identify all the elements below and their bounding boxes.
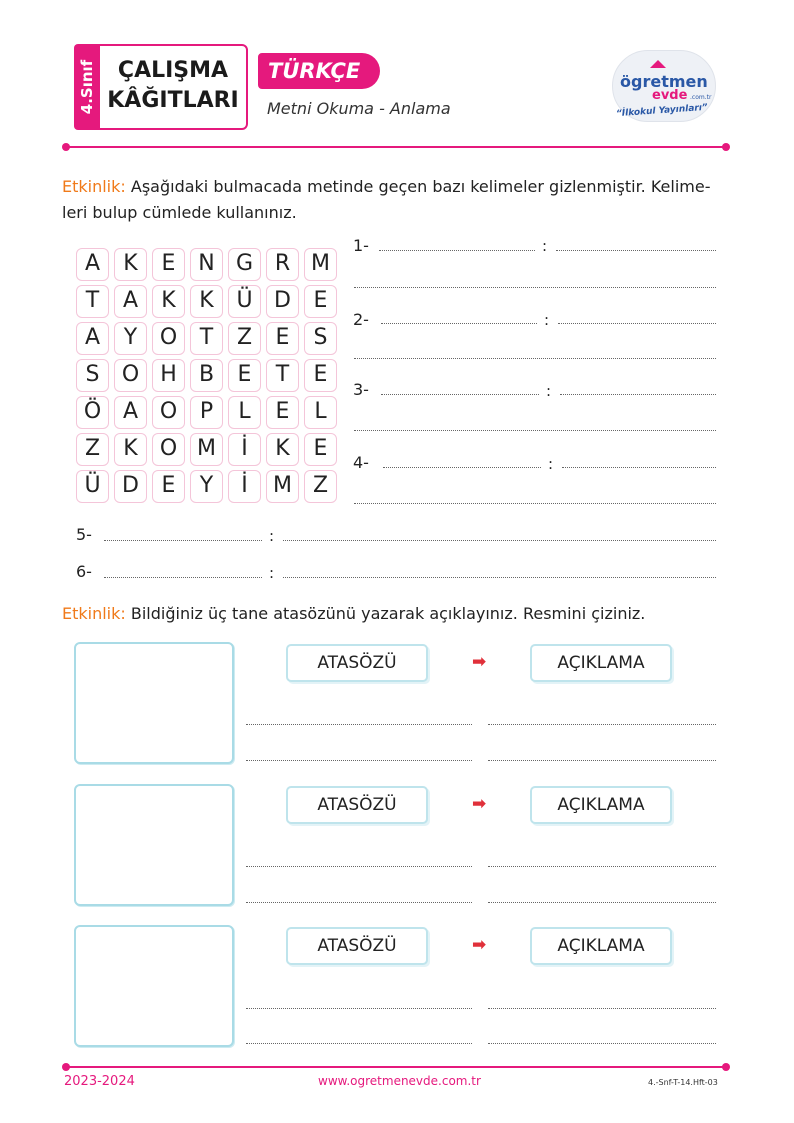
answer-1-sentence-line[interactable] <box>556 250 716 251</box>
answer-number-5: 5- <box>76 525 92 544</box>
answer-1-colon: : <box>542 237 548 255</box>
grade-label: 4.Sınıf <box>78 59 96 115</box>
explanation-1-line-1[interactable] <box>488 724 716 725</box>
grid-cell: Z <box>304 470 337 503</box>
grid-cell: T <box>266 359 299 392</box>
answer-1-word-line[interactable] <box>379 250 535 251</box>
answer-5-word-line[interactable] <box>104 540 262 541</box>
answer-3-sentence-line[interactable] <box>560 394 716 395</box>
answer-5-colon: : <box>269 527 275 545</box>
grid-cell: K <box>114 248 147 281</box>
answer-6-word-line[interactable] <box>104 577 262 578</box>
activity-1-text-line1: Aşağıdaki bulmacada metinde geçen bazı kelimeler gizlenmiştir. Kelime- <box>130 177 711 196</box>
answer-number-1: 1- <box>353 236 369 255</box>
grid-cell: Ö <box>76 396 109 429</box>
grid-cell: E <box>266 322 299 355</box>
grid-cell: K <box>266 433 299 466</box>
grid-cell: S <box>304 322 337 355</box>
arrow-right-icon: ➡ <box>472 935 487 955</box>
grid-cell: L <box>304 396 337 429</box>
grid-cell: O <box>152 322 185 355</box>
explanation-1-line-2[interactable] <box>488 760 716 761</box>
grid-cell: O <box>114 359 147 392</box>
grid-cell: M <box>266 470 299 503</box>
answer-3-sentence-line-2[interactable] <box>354 430 716 431</box>
grid-cell: E <box>304 285 337 318</box>
answer-number-2: 2- <box>353 310 369 329</box>
activity-1-label: Etkinlik: <box>62 177 126 196</box>
activity-2-label: Etkinlik: <box>62 604 126 623</box>
proverb-1-line-2[interactable] <box>246 760 472 761</box>
answer-4-sentence-line[interactable] <box>562 467 716 468</box>
answer-6-sentence-line[interactable] <box>283 577 716 578</box>
grid-cell: E <box>304 433 337 466</box>
answer-4-sentence-line-2[interactable] <box>354 503 716 504</box>
explanation-2-line-2[interactable] <box>488 902 716 903</box>
logo-domain: .com.tr <box>690 94 712 101</box>
publisher-logo <box>606 44 722 130</box>
footer-code: 4.-Snf-T-14.Hft-03 <box>648 1078 718 1087</box>
grid-cell: P <box>190 396 223 429</box>
answer-2-sentence-line-2[interactable] <box>354 358 716 359</box>
answer-1-sentence-line-2[interactable] <box>354 287 716 288</box>
header-divider <box>66 146 726 148</box>
title-line-1: ÇALIŞMA <box>117 58 229 83</box>
answer-number-4: 4- <box>353 453 369 472</box>
drawing-box-2[interactable] <box>74 784 234 906</box>
grid-cell: T <box>190 322 223 355</box>
activity-1-instructions <box>62 174 722 226</box>
grid-cell: Y <box>190 470 223 503</box>
grid-cell: N <box>190 248 223 281</box>
grid-cell: Y <box>114 322 147 355</box>
proverb-3-line-2[interactable] <box>246 1043 472 1044</box>
grid-cell: H <box>152 359 185 392</box>
answer-2-colon: : <box>544 311 550 329</box>
grid-cell: D <box>266 285 299 318</box>
drawing-box-1[interactable] <box>74 642 234 764</box>
answer-number-6: 6- <box>76 562 92 581</box>
grid-cell: Z <box>76 433 109 466</box>
logo-slogan: “İlkokul Yayınları” <box>615 102 709 120</box>
grid-cell: B <box>190 359 223 392</box>
grid-cell: M <box>190 433 223 466</box>
explanation-label-2: AÇIKLAMA <box>530 786 672 824</box>
proverb-2-line-2[interactable] <box>246 902 472 903</box>
grid-cell: A <box>114 285 147 318</box>
proverb-1-line-1[interactable] <box>246 724 472 725</box>
proverb-label-3: ATASÖZÜ <box>286 927 428 965</box>
worksheet-title <box>98 44 248 130</box>
subject-badge: TÜRKÇE <box>258 53 380 89</box>
answer-3-colon: : <box>546 382 552 400</box>
grid-cell: Ü <box>228 285 261 318</box>
grid-cell: K <box>114 433 147 466</box>
grid-cell: R <box>266 248 299 281</box>
answer-2-sentence-line[interactable] <box>558 323 716 324</box>
grid-cell: L <box>228 396 261 429</box>
activity-1-text-line2: leri bulup cümlede kullanınız. <box>62 203 297 222</box>
grid-cell: İ <box>228 470 261 503</box>
answer-4-colon: : <box>548 455 554 473</box>
arrow-right-icon: ➡ <box>472 652 487 672</box>
grid-cell: K <box>152 285 185 318</box>
answer-3-word-line[interactable] <box>381 394 539 395</box>
grid-cell: K <box>190 285 223 318</box>
footer-divider <box>66 1066 726 1068</box>
grid-cell: E <box>152 248 185 281</box>
logo-brand-part2: evde <box>652 88 688 103</box>
drawing-box-3[interactable] <box>74 925 234 1047</box>
grid-cell: T <box>76 285 109 318</box>
proverb-label-2: ATASÖZÜ <box>286 786 428 824</box>
answer-2-word-line[interactable] <box>381 323 537 324</box>
proverb-2-line-1[interactable] <box>246 866 472 867</box>
explanation-3-line-2[interactable] <box>488 1043 716 1044</box>
grid-cell: D <box>114 470 147 503</box>
worksheet-subtitle: Metni Okuma - Anlama <box>267 99 451 118</box>
house-icon <box>650 60 666 68</box>
grid-cell: S <box>76 359 109 392</box>
explanation-3-line-1[interactable] <box>488 1008 716 1009</box>
grid-cell: E <box>228 359 261 392</box>
word-search-grid <box>76 248 337 503</box>
grid-cell: Ü <box>76 470 109 503</box>
arrow-right-icon: ➡ <box>472 794 487 814</box>
grid-cell: A <box>114 396 147 429</box>
answer-6-colon: : <box>269 564 275 582</box>
grid-cell: E <box>304 359 337 392</box>
answer-number-3: 3- <box>353 380 369 399</box>
grid-cell: O <box>152 396 185 429</box>
activity-2-instructions <box>62 601 722 627</box>
grid-cell: M <box>304 248 337 281</box>
answer-4-word-line[interactable] <box>383 467 541 468</box>
grid-cell: İ <box>228 433 261 466</box>
footer-website-link[interactable]: www.ogretmenevde.com.tr <box>318 1074 481 1088</box>
explanation-label-1: AÇIKLAMA <box>530 644 672 682</box>
logo-brand-part1: ögretmen <box>620 72 708 91</box>
grid-cell: A <box>76 322 109 355</box>
footer-year: 2023-2024 <box>64 1074 135 1089</box>
answer-5-sentence-line[interactable] <box>283 540 716 541</box>
explanation-2-line-1[interactable] <box>488 866 716 867</box>
grid-cell: O <box>152 433 185 466</box>
explanation-label-3: AÇIKLAMA <box>530 927 672 965</box>
grid-cell: Z <box>228 322 261 355</box>
proverb-3-line-1[interactable] <box>246 1008 472 1009</box>
grade-tab <box>74 44 100 130</box>
proverb-label-1: ATASÖZÜ <box>286 644 428 682</box>
activity-2-text: Bildiğiniz üç tane atasözünü yazarak açıklayınız. Resmini çiziniz. <box>130 604 646 623</box>
title-line-2: KÂĞITLARI <box>107 88 239 113</box>
grid-cell: E <box>266 396 299 429</box>
grid-cell: E <box>152 470 185 503</box>
grid-cell: G <box>228 248 261 281</box>
grid-cell: A <box>76 248 109 281</box>
